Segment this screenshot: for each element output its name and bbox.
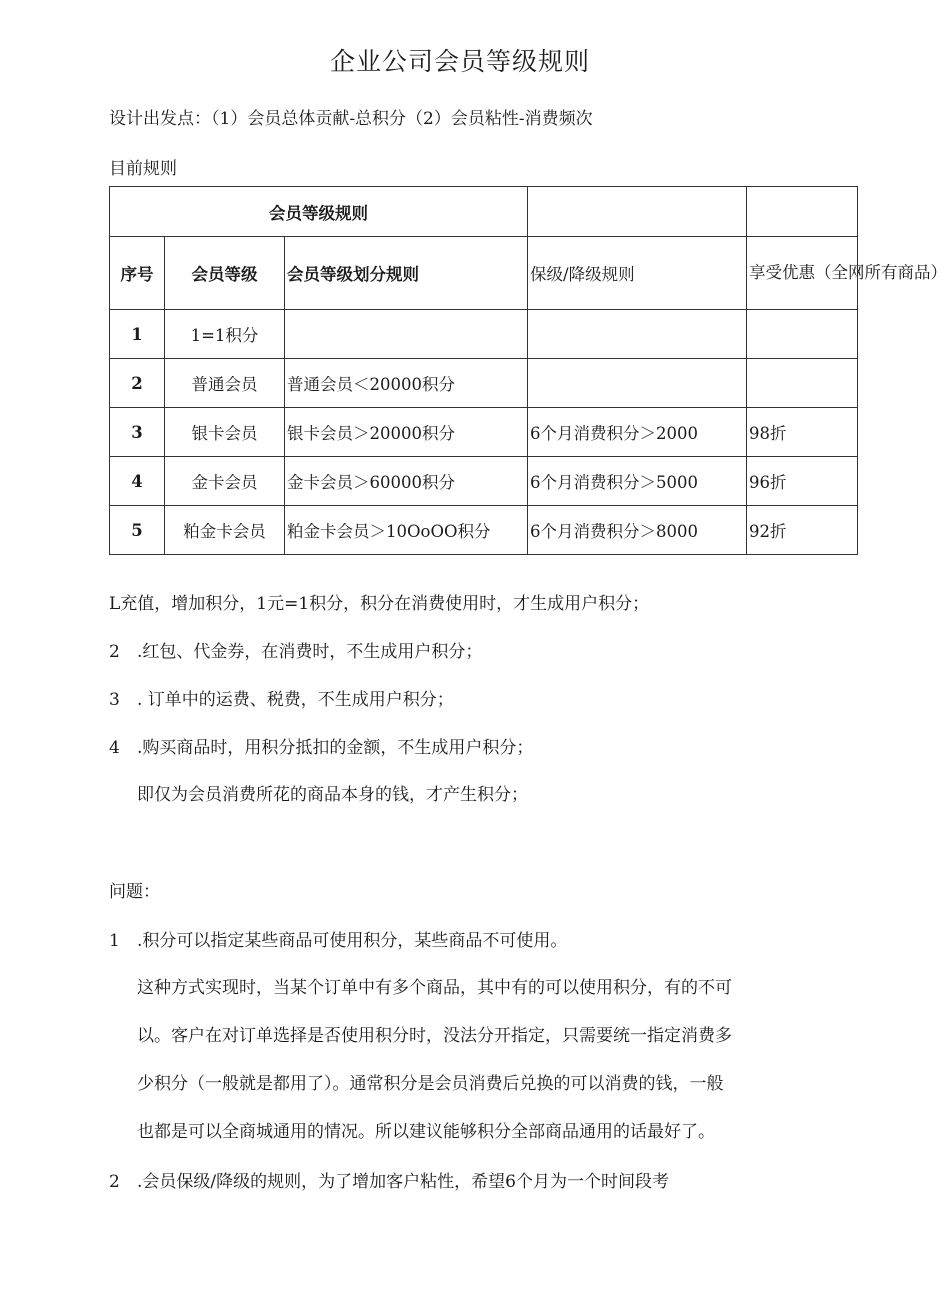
section-heading-current-rules: 目前规则 [109,159,177,179]
notes-summary: 即仅为会员消费所花的商品本身的钱，才产生积分； [137,785,528,805]
issue-text: .积分可以指定某些商品可使用积分，某些商品不可使用。 [137,931,568,951]
table-row [110,457,858,506]
table-row [110,359,858,408]
table-row [110,506,858,555]
issue-number: 1 [109,931,120,951]
issue-detail-line: 少积分（一般就是都用了）。通常积分是会员消费后兑换的可以消费的钱，一般 [137,1074,724,1094]
note-item [109,637,482,662]
row-rule: 金卡会员＞60000积分 [285,457,528,506]
row-keep: 6个月消费积分＞5000 [528,457,747,506]
row-discount [747,310,858,359]
row-discount: 98折 [747,408,858,457]
issue-detail-line: 这种方式实现时，当某个订单中有多个商品，其中有的可以使用积分，有的不可 [137,978,732,998]
header-rule: 会员等级划分规则 [285,237,528,310]
row-seq: 2 [110,359,165,408]
row-discount [747,359,858,408]
note-text: .红包、代金券，在消费时，不生成用户积分； [137,642,483,662]
row-keep: 6个月消费积分＞2000 [528,408,747,457]
row-discount: 96折 [747,457,858,506]
table-cell-empty [747,187,858,237]
row-seq: 3 [110,408,165,457]
note-item [109,685,454,710]
note-text: L充值，增加积分，1元=1积分，积分在消费使用时，才生成用户积分； [109,594,650,614]
issues-heading: 问题： [109,882,160,902]
issue-detail-line: 也都是可以全商城通用的情况。所以建议能够积分全部商品通用的话最好了。 [137,1122,715,1142]
row-rule [285,310,528,359]
issue-detail-line: 以。客户在对订单选择是否使用积分时，没法分开指定，只需要统一指定消费多 [137,1026,732,1046]
row-rule: 银卡会员＞20000积分 [285,408,528,457]
issue-item [109,1167,669,1192]
row-level: 金卡会员 [165,457,285,506]
design-intro: 设计出发点：（1）会员总体贡献-总积分（2）会员粘性-消费频次 [109,109,593,129]
header-discount: 享受优惠（全网所有商品） [747,237,858,310]
row-keep [528,359,747,408]
row-level: 银卡会员 [165,408,285,457]
note-number: 3 [109,690,120,710]
header-keep: 保级/降级规则 [528,237,747,310]
header-seq: 序号 [110,237,165,310]
table-row [110,408,858,457]
row-seq: 4 [110,457,165,506]
table-group-header-row [110,187,858,237]
issue-text: .会员保级/降级的规则，为了增加客户粘性，希望6个月为一个时间段考 [137,1172,669,1192]
row-seq: 5 [110,506,165,555]
row-level: 粕金卡会员 [165,506,285,555]
note-number: 2 [109,642,120,662]
issue-number: 2 [109,1172,120,1192]
row-level: 普通会员 [165,359,285,408]
member-level-table [109,186,947,555]
row-rule: 粕金卡会员＞10OoOO积分 [285,506,528,555]
row-level: 1=1积分 [165,310,285,359]
table-group-header: 会员等级规则 [110,187,528,237]
row-seq: 1 [110,310,165,359]
row-keep: 6个月消费积分＞8000 [528,506,747,555]
note-number: 4 [109,738,120,758]
issue-item [109,926,567,951]
note-text: .购买商品时，用积分抵扣的金额，不生成用户积分； [137,738,534,758]
row-keep [528,310,747,359]
note-item [109,589,649,614]
row-discount: 92折 [747,506,858,555]
table-row [110,310,858,359]
note-item [109,733,533,758]
note-text: . 订单中的运费、税费，不生成用户积分； [137,690,454,710]
header-level: 会员等级 [165,237,285,310]
table-cell-empty [528,187,747,237]
row-rule: 普通会员＜20000积分 [285,359,528,408]
document-title: 企业公司会员等级规则 [329,47,590,76]
table-header-row [110,237,858,310]
